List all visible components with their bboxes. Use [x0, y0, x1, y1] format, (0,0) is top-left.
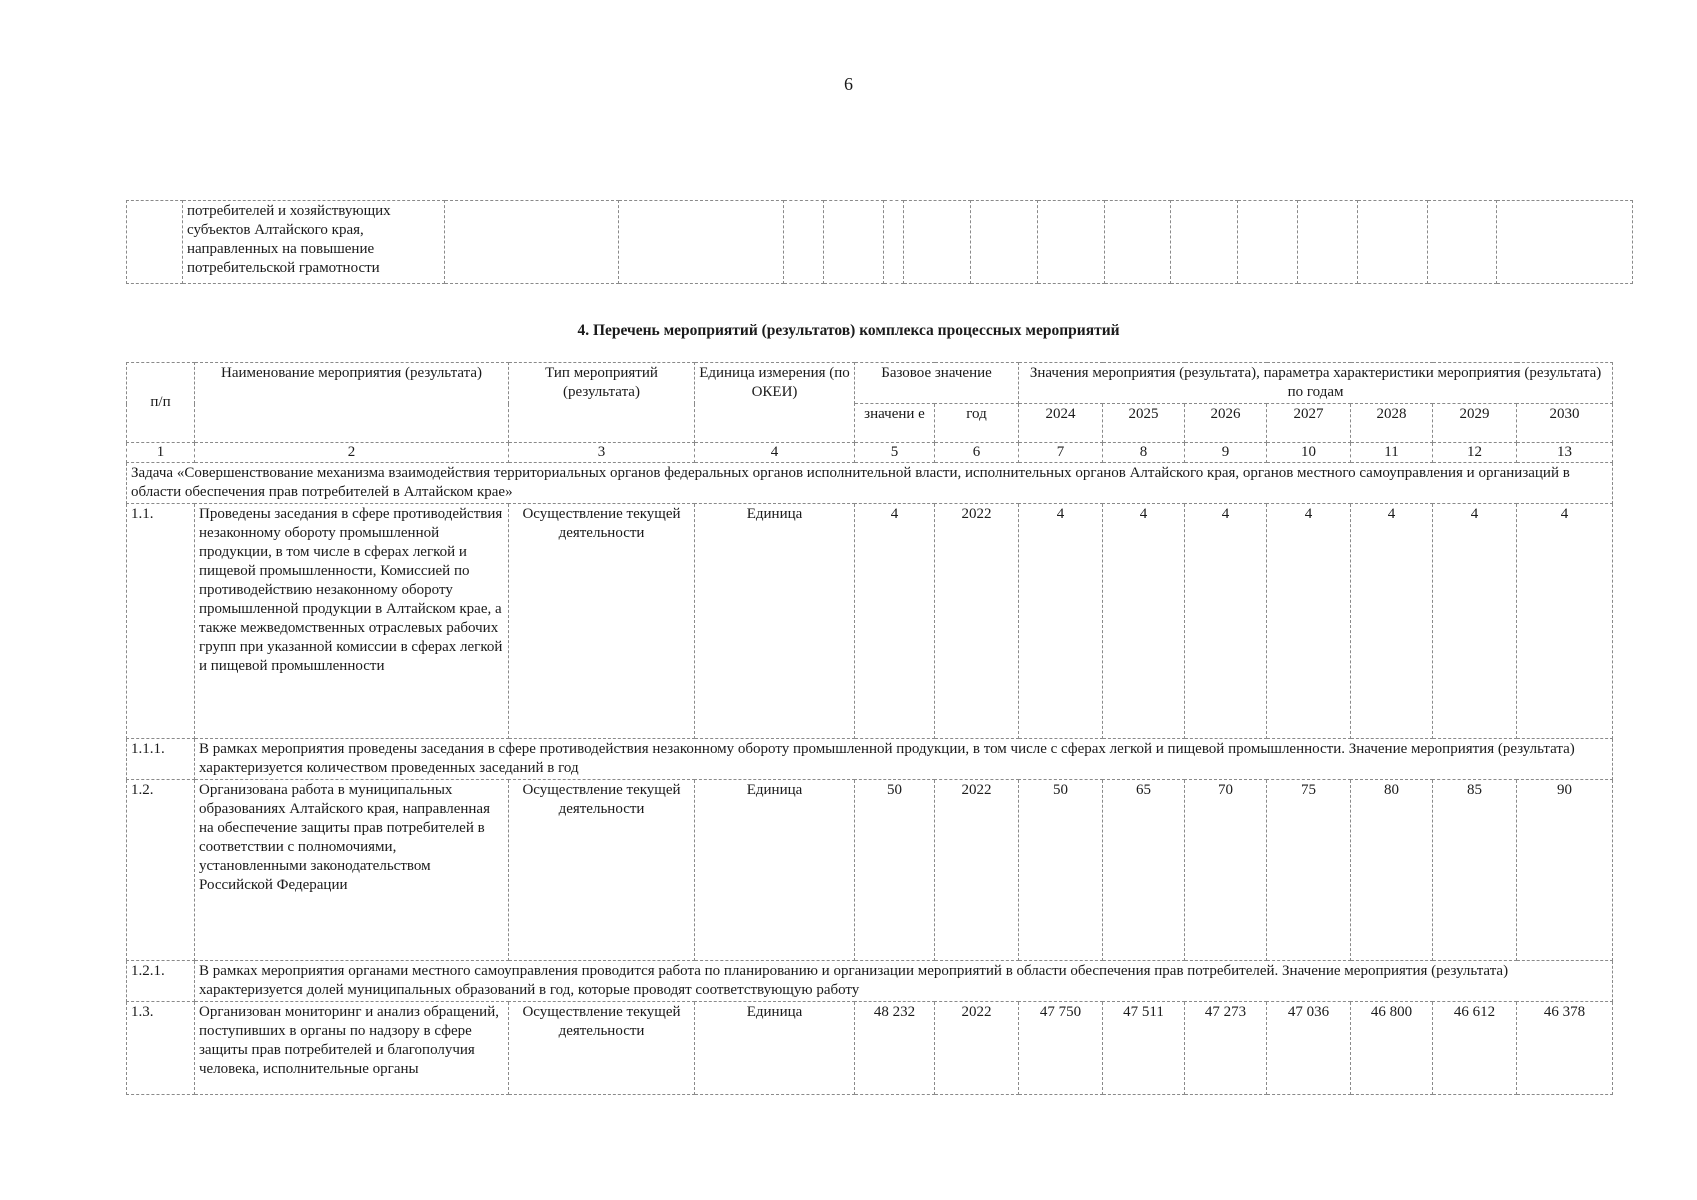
- header-year: 2024: [1019, 404, 1103, 443]
- column-number: 11: [1351, 443, 1433, 463]
- column-number-row: [127, 443, 1613, 463]
- row-number: 1.3.: [127, 1002, 195, 1095]
- carry-over-text: потребителей и хозяйствующих субъектов Алтайского края, направленных на повышение потребительской грамотности: [183, 201, 445, 284]
- row-value: 46 800: [1351, 1002, 1433, 1095]
- header-year: 2027: [1267, 404, 1351, 443]
- section-title: 4. Перечень мероприятий (результатов) комплекса процессных мероприятий: [577, 322, 1120, 339]
- row-base-value: 48 232: [855, 1002, 935, 1095]
- row-value: 47 750: [1019, 1002, 1103, 1095]
- row-name: Организована работа в муниципальных образованиях Алтайского края, направленная на обеспечение защиты прав потребителей в соответствии с полномочиями, установленными законодательством Российской Федерации: [195, 780, 509, 961]
- row-type: Осуществление текущей деятельности: [509, 780, 695, 961]
- carry-over-row: [127, 201, 1633, 284]
- header-unit: Единица измерения (по ОКЕИ): [695, 363, 855, 443]
- header-year: 2030: [1517, 404, 1613, 443]
- row-value: 4: [1019, 504, 1103, 739]
- row-type: Осуществление текущей деятельности: [509, 504, 695, 739]
- row-value: 80: [1351, 780, 1433, 961]
- row-name: Организован мониторинг и анализ обращений, поступивших в органы по надзору в сфере защиты прав потребителей и благополучия человека, исполнительные органы: [195, 1002, 509, 1095]
- column-number: 13: [1517, 443, 1613, 463]
- column-number: 6: [935, 443, 1019, 463]
- row-base-value: 50: [855, 780, 935, 961]
- column-number: 7: [1019, 443, 1103, 463]
- carry-over-table: [126, 200, 1633, 284]
- header-row-1: [127, 363, 1613, 404]
- table-row-note: [127, 739, 1613, 780]
- row-value: 4: [1185, 504, 1267, 739]
- row-value: 75: [1267, 780, 1351, 961]
- column-number: 9: [1185, 443, 1267, 463]
- row-value: 47 273: [1185, 1002, 1267, 1095]
- row-number: 1.2.1.: [127, 961, 195, 1002]
- row-number: 1.1.1.: [127, 739, 195, 780]
- row-note: В рамках мероприятия проведены заседания в сфере противодействия незаконному обороту промышленной продукции, в том числе с сферах легкой и пищевой промышленности. Значение мероприятия (результата) характеризуется количеством проведенных заседаний в год: [195, 739, 1613, 780]
- measures-table: [126, 362, 1613, 1095]
- row-value: 46 612: [1433, 1002, 1517, 1095]
- table-row: [127, 1002, 1613, 1095]
- header-type: Тип мероприятий (результата): [509, 363, 695, 443]
- row-type: Осуществление текущей деятельности: [509, 1002, 695, 1095]
- row-value: 4: [1103, 504, 1185, 739]
- row-unit: Единица: [695, 1002, 855, 1095]
- row-unit: Единица: [695, 780, 855, 961]
- header-year: 2029: [1433, 404, 1517, 443]
- column-number: 12: [1433, 443, 1517, 463]
- row-value: 4: [1433, 504, 1517, 739]
- column-number: 8: [1103, 443, 1185, 463]
- column-number: 4: [695, 443, 855, 463]
- row-value: 4: [1351, 504, 1433, 739]
- column-number: 2: [195, 443, 509, 463]
- column-number: 5: [855, 443, 935, 463]
- header-year: 2025: [1103, 404, 1185, 443]
- row-name: Проведены заседания в сфере противодействия незаконному обороту промышленной продукции, в том числе в сферах легкой и пищевой промышленности, Комиссией по противодействию незаконному обороту промышленной продукции в Алтайском крае, а также межведомственных отраслевых рабочих групп при указанной комиссии в сферах легкой и пищевой промышленности: [195, 504, 509, 739]
- task-text: Задача «Совершенствование механизма взаимодействия территориальных органов федеральных органов исполнительной власти, исполнительных органов Алтайского края, органов местного самоуправления и организаций в области обеспечения прав потребителей в Алтайском крае»: [127, 463, 1613, 504]
- row-value: 4: [1517, 504, 1613, 739]
- header-year: 2028: [1351, 404, 1433, 443]
- row-base-year: 2022: [935, 1002, 1019, 1095]
- header-year: 2026: [1185, 404, 1267, 443]
- row-base-value: 4: [855, 504, 935, 739]
- row-value: 70: [1185, 780, 1267, 961]
- header-values: Значения мероприятия (результата), параметра характеристики мероприятия (результата) по годам: [1019, 363, 1613, 404]
- row-number: 1.1.: [127, 504, 195, 739]
- header-base-value: значени е: [855, 404, 935, 443]
- column-number: 10: [1267, 443, 1351, 463]
- row-value: 47 511: [1103, 1002, 1185, 1095]
- row-base-year: 2022: [935, 780, 1019, 961]
- row-unit: Единица: [695, 504, 855, 739]
- row-value: 85: [1433, 780, 1517, 961]
- row-value: 46 378: [1517, 1002, 1613, 1095]
- task-row: [127, 463, 1613, 504]
- header-pp: п/п: [127, 363, 195, 443]
- row-value: 4: [1267, 504, 1351, 739]
- row-value: 47 036: [1267, 1002, 1351, 1095]
- row-number: 1.2.: [127, 780, 195, 961]
- row-value: 50: [1019, 780, 1103, 961]
- row-base-year: 2022: [935, 504, 1019, 739]
- header-name: Наименование мероприятия (результата): [195, 363, 509, 443]
- table-row: [127, 780, 1613, 961]
- column-number: 1: [127, 443, 195, 463]
- table-row: [127, 504, 1613, 739]
- row-note: В рамках мероприятия органами местного самоуправления проводится работа по планированию и организации мероприятий в области обеспечения прав потребителей. Значение мероприятия (результата) характеризуется долей муниципальных образований в год, которые проводят соответствующую работу: [195, 961, 1613, 1002]
- column-number: 3: [509, 443, 695, 463]
- row-value: 90: [1517, 780, 1613, 961]
- header-base-year: год: [935, 404, 1019, 443]
- page-number: 6: [844, 74, 853, 94]
- row-value: 65: [1103, 780, 1185, 961]
- table-row-note: [127, 961, 1613, 1002]
- header-base: Базовое значение: [855, 363, 1019, 404]
